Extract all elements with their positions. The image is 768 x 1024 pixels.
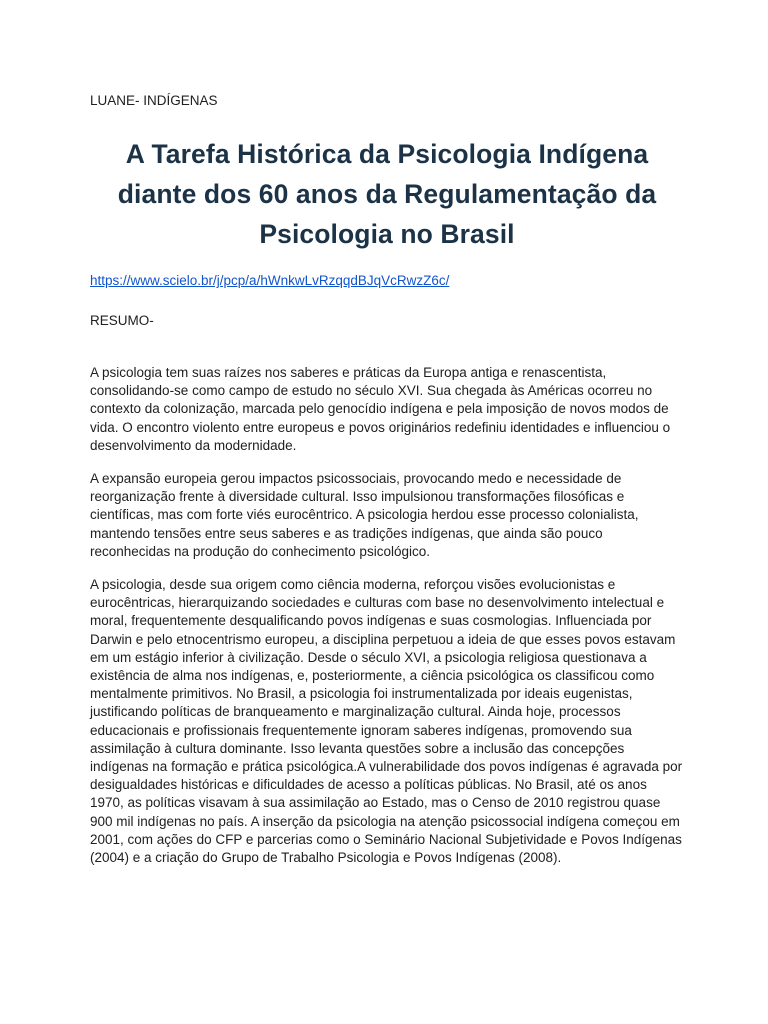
author-line: LUANE- INDÍGENAS [90, 93, 218, 108]
source-link[interactable]: https://www.scielo.br/j/pcp/a/hWnkwLvRzqqdBJqVcRwzZ6c/ [90, 273, 450, 288]
document-page [90, 92, 684, 867]
section-label-resumo: RESUMO- [90, 313, 154, 328]
body-paragraph-3: A psicologia, desde sua origem como ciência moderna, reforçou visões evolucionistas e eurocêntricas, hierarquizando sociedades e culturas com base no desenvolvimento intelectual e moral, frequentemente desqualificando povos indígenas e suas cosmologias. Influenciada por Darwin e pelo etnocentrismo europeu, a disciplina perpetuou a ideia de que esses povos estavam em um estágio inferior à civilização. Desde o século XVI, a psicologia religiosa questionava a existência de alma nos indígenas, e, posteriormente, a ciência psicológica os classificou como mentalmente primitivos. No Brasil, a psicologia foi instrumentalizada por ideais eugenistas, justificando políticas de branqueamento e marginalização cultural. Ainda hoje, processos educacionais e profissionais frequentemente ignoram saberes indígenas, promovendo sua assimilação à cultura dominante. Isso levanta questões sobre a inclusão das concepções indígenas na formação e prática psicológica.A vulnerabilidade dos povos indígenas é agravada por desigualdades históricas e dificuldades de acesso a políticas públicas. No Brasil, até os anos 1970, as políticas visavam à sua assimilação ao Estado, mas o Censo de 2010 registrou quase 900 mil indígenas no país. A inserção da psicologia na atenção psicossocial indígena começou em 2001, com ações do CFP e parcerias como o Seminário Nacional Subjetividade e Povos Indígenas (2004) e a criação do Grupo de Trabalho Psicologia e Povos Indígenas (2008). [90, 577, 683, 866]
body-paragraph-1: A psicologia tem suas raízes nos saberes e práticas da Europa antiga e renascentista, consolidando-se como campo de estudo no século XVI. Sua chegada às Américas ocorreu no contexto da colonização, marcada pelo genocídio indígena e pela imposição de novos modos de vida. O encontro violento entre europeus e povos originários redefiniu identidades e influenciou o desenvolvimento da modernidade. [90, 365, 671, 453]
document-title: A Tarefa Histórica da Psicologia Indígena diante dos 60 anos da Regulamentação da Psicologia no Brasil [117, 139, 657, 249]
body-paragraph-2: A expansão europeia gerou impactos psicossociais, provocando medo e necessidade de reorganização frente à diversidade cultural. Isso impulsionou transformações filosóficas e científicas, mas com forte viés eurocêntrico. A psicologia herdou esse processo colonialista, mantendo tensões entre seus saberes e as tradições indígenas, que ainda são pouco reconhecidas na produção do conhecimento psicológico. [90, 471, 639, 559]
